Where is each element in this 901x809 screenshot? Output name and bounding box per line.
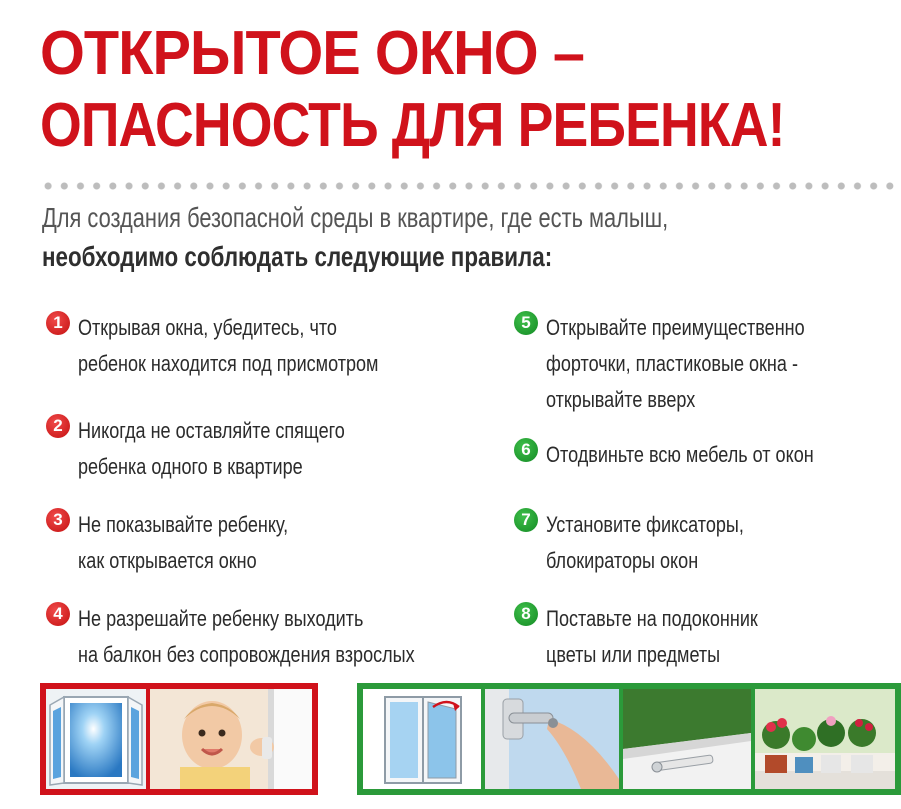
rule-text xyxy=(78,310,378,382)
open-window-icon xyxy=(46,689,146,789)
rule-line: форточки, пластиковые окна - xyxy=(546,351,798,376)
window-tilt-diagram-icon xyxy=(363,689,481,789)
title-line-1: ОТКРЫТОЕ ОКНО – xyxy=(40,19,584,88)
rule-line: Не показывайте ребенку, xyxy=(78,512,289,537)
rule-line: как открывается окно xyxy=(78,548,257,573)
rule-line: ребенок находится под присмотром xyxy=(78,351,379,376)
rule-line: Установите фиксаторы, xyxy=(546,512,744,537)
number-badge: 2 xyxy=(46,414,70,438)
title-line-2: ОПАСНОСТЬ ДЛЯ РЕБЕНКА! xyxy=(40,91,785,160)
number-badge: 4 xyxy=(46,602,70,626)
window-handle-lock-photo xyxy=(485,689,619,789)
intro-line-2: необходимо соблюдать следующие правила: xyxy=(42,241,553,272)
window-blocker-photo xyxy=(623,689,751,789)
rule-text xyxy=(546,310,805,418)
rule-text xyxy=(546,601,758,673)
number-badge: 8 xyxy=(514,602,538,626)
rule-line: ребенка одного в квартире xyxy=(78,454,303,479)
rule-line: открывайте вверх xyxy=(546,387,696,412)
number-badge: 3 xyxy=(46,508,70,532)
danger-photo-strip xyxy=(40,683,318,795)
intro-line-1: Для создания безопасной среды в квартире, где есть малыш, xyxy=(42,202,669,233)
rule-line: Отодвиньте всю мебель от окон xyxy=(546,442,814,467)
number-badge: 1 xyxy=(46,311,70,335)
rule-line: Открывая окна, убедитесь, что xyxy=(78,315,337,340)
dotted-divider xyxy=(40,180,901,192)
number-badge: 7 xyxy=(514,508,538,532)
rule-line: на балкон без сопровождения взрослых xyxy=(78,642,415,667)
child-at-window-photo xyxy=(150,689,312,789)
rule-text xyxy=(78,413,345,485)
rule-line: цветы или предметы xyxy=(546,642,721,667)
rule-line: Поставьте на подоконник xyxy=(546,606,758,631)
rule-text xyxy=(546,507,744,579)
safety-photo-strip xyxy=(357,683,901,795)
rule-text xyxy=(78,507,288,579)
rule-text xyxy=(546,437,814,473)
rule-line: Открывайте преимущественно xyxy=(546,315,805,340)
rule-text xyxy=(78,601,415,673)
rule-line: Никогда не оставляйте спящего xyxy=(78,418,345,443)
number-badge: 5 xyxy=(514,311,538,335)
rule-line: Не разрешайте ребенку выходить xyxy=(78,606,364,631)
number-badge: 6 xyxy=(514,438,538,462)
rule-line: блокираторы окон xyxy=(546,548,699,573)
windowsill-flowers-photo xyxy=(755,689,895,789)
